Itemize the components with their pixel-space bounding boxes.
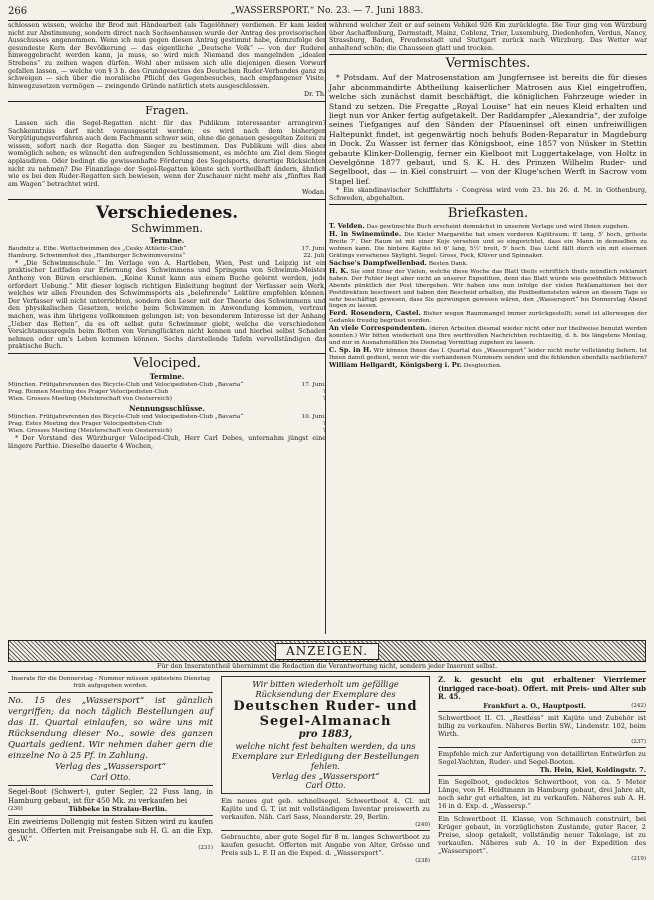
list-item [8,396,326,403]
article-continuation-right: während welcher Zeit er auf seinem Vehikel 926 Km zurücklegte. Die Tour ging von Würzburg über Aschaffenburg, Darmstadt, Mainz, Coblenz, Trier, Luxemburg, Diedenhofen, Verdun, Nancy, Strassburg, Baden, Freudenstadt und Stuttgart zurück nach Würzburg. Das Wetter war anhaltend schön; die Chausseen glatt und trocken. [329,21,647,52]
entry-date: 17. Juni. [301,382,326,388]
ad-segelboot-gedeckt-text: Ein Segelboot, gedecktes Schwertboot, von ca. 5 Meter Länge, von H. Heidtmann in Hamburg gebaut, drei Jahre alt, noch sehr gut erhalten, ist zu verkaufen. Näheres sub A. H. 16 in d. Exp. d. „Wassersp.“ [438,778,646,813]
divider [329,54,647,55]
ad-segelboot-signature: Tübbeke in Stralau-Berlin. [68,805,168,814]
list-item [329,310,647,325]
ad-entwuerfe-text: Empfehle mich zur Anfertigung von detaillirten Entwürfen zu Segel-Yachten, Ruder- und Segel-Booten. [438,749,646,766]
divider [329,204,647,205]
ad-schwertboot-klasse-text: Ein Schwertboot II. Klasse, von Schmauch construirt, bei Krüger gebaut, in vorzüglichsten Zustande, guter Racer, 2 Preise, sloop getakelt, vollständig neuer Takelage, ist zu verkaufen. Näheres sub A. 10 in der Expedition des „Wassersport“. [438,814,646,855]
list-item [329,325,647,347]
ad-number: (237) [438,738,646,748]
correspondent-name: An viele Correspondenten. [329,324,428,333]
ad-dollengig-text: Ein zweiriems Dollengig mit festen Sitzen wird zu kaufen gesucht. Offerten mit Preisangabe sub H. G. an die Exp. d. „W.“ [8,818,213,844]
ad-almanach-text: welche nicht fest behalten werden, da uns Exemplare zur Erledigung der Bestellungen fehlen. [231,741,420,771]
reply-text: Sie sind Einer der Vielen, welche diese Woche das Blatt theils schriftlich theils mündlich reklamirt haben. Der Fehler liegt aber nicht an unserer Expedition, denn das Blatt wurde wie gewöhnlich Mittwoch Abends pünktlich der Post übergeben. Wir haben uns nun infolge der vielen Reklamationen bei der Postdirektion beschwert und haben den Bescheid erhalten, die Postbediensteten wären an diesem Tage so sehr beschäftigt gewesen, dass Sie gezwungen gewesen wären, den „Wassersport“ bis Donnerstag Abend liegen zu lassen. [329,268,647,310]
ads-column-1 [8,676,213,852]
entry-date: 10. Juni. [301,414,326,420]
reply-text: (deren Arbeiten diesmal wieder nicht oder nur theilweise benutzt werden konnten.) Wir bitten wiederholt uns Ihre werthvollen Nachrichten rechtzeitig, d. h. bis längstens Montag, und nur in Ausnahmsfällen bis Dienstag Vormittag zugehen zu lassen. [329,326,647,346]
section-heading-briefkasten: Briefkasten. [447,206,529,222]
right-column [329,22,647,370]
entry-text: Prag. Rennen Meeting des Prager Velocipedisten-Club [8,389,169,395]
section-heading-fragen: Fragen. [145,103,189,117]
correspondent-name: H. in Swinemünde. [329,230,402,239]
list-item [8,382,326,389]
correspondent-name: Sachse's Dampfwellenbad. [329,258,427,267]
ad-number: (231) [198,844,213,851]
ad-almanach-signature-2: Carl Otto. [305,781,346,790]
entry-text: München. Frühjahrsrennen des Bicycle-Club und Velocipedisten-Club „Bavaria“ [8,382,244,388]
anzeigen-banner [8,640,646,662]
ad-number: (230) [8,806,23,813]
schwimmen-termine-list [8,246,326,260]
ad-number: (240) [221,821,430,831]
reply-text: Wir können Ihnen das I. Quartal des „Wassersport“ leider nicht mehr vollständig liefern. Ist Ihnen damit gedient, wenn wir die vorhandenen Nummern senden und die fehlenden ebenfalls nachliefern? [329,347,647,361]
list-item [8,421,326,428]
section-heading-verschiedenes: Verschiedenes. [95,202,239,223]
list-item [329,231,647,260]
vermischtes-text: * Potsdam. Auf der Matrosenstation am Jungfernsee ist bereits die für dieses Jahr abcommandirte Abtheilung kaiserlicher Matrosen aus Kiel eingetroffen, welche sich zunächst damit beschäftigt, die königlichen Fahrzeuge wieder in Stand zu setzen. Die Fregatte „Royal Louise“ hat ein neues Kleid erhalten und liegt nun vor Anker fertig aufgetakelt. Der Raddampfer „Alexandria“, der zufolge seines Tiefganges auf den Sänden der Pfaueninsel oft einen unfreiwilligen Haltepunkt findet, ist gegenwärtig noch behufs Boden-Reparatur in Magdeburg in Dock. Zu Wasser ist ferner das Königsboot, eine 1857 von Nüsker in Stettin gebaute Klinker-Dollengig, ferner ein Kielboot mit Luggertakelage, von Holtz in Oevelgönne 1877 gebaut, und S. K. H. des Prinzen Wilhelm Ruder- und Segelboot, das — in Kiel construirt — von der Kluge'schen Werft in Sacrow vom Stapel lief. [329,73,647,186]
reply-text: Besten Dank. [428,260,468,267]
entry-date: ? [322,389,326,395]
fragen-signature: Wodan. [301,188,326,197]
ad-schwertboot-text: Ein neues gut geb. schnellsegel. Schwertboot 4. Cl. mit Kajüte und G. T. ist mit vollständigem Inventar preiswerth zu verkaufen. Näh. Carl Sass, Neanderstr. 29, Berlin. [221,797,430,821]
entry-date: 22. Juli. [303,252,326,259]
subheading-schwimmen: Schwimmen. [131,221,203,235]
list-item [8,389,326,396]
velo-termine-heading: Termine. [149,372,185,381]
ad-number: (219) [631,855,646,862]
ad-entwuerfe-signature: Th. Hein, Kiel, Koldingstr. 7. [438,766,646,776]
anzeigen-title: ANZEIGEN. [275,643,379,660]
velo-termine-list [8,382,326,403]
ad-deadline-note: Inserate für die Donnerstag - Nummer müssen spätestens Dienstag früh aufgegeben werden. [8,676,213,693]
ads-column-3 [438,676,646,863]
ads-column-2 [221,676,430,865]
ad-almanach-intro: Wir bitten wiederholt um gefällige Rücksendung der Exemplare des [252,679,399,699]
ad-segel-gesucht-text: Gebrauchte, aber gute Segel für 8 m. langes Schwertboot zu kaufen gesucht. Offerten mit Angabe von Alter, Grösse und Preis sub L. F. II an die Exped. d. „Wassersport“. [221,833,430,857]
entry-date: ? [322,396,326,402]
ad-vergriffen-signature-2: Carl Otto. [8,773,213,786]
reply-text: Desgleichen. [463,362,502,369]
left-column [8,22,326,451]
ad-vergriffen-signature: Verlag des „Wassersport“ [55,762,166,772]
ad-vierriemer-signature: Frankfurt a. O., Hauptpostl. [483,701,586,710]
correspondent-name: William Hellgardt, Königsberg i. Pr. [329,360,462,369]
section-heading-vermischtes: Vermischtes. [445,56,531,72]
entry-date: ? [322,421,326,427]
list-item [329,268,647,310]
page-number: 266 [8,6,28,17]
fragen-text: Lassen sich die Segel-Regatten nicht für das Publikum interessanter arrangiren? Sachkenntniss darf nicht vorausgesetzt werden; es wird nach dem bisherigen Vergütigungsverfahren auch dem Fachmann schwer sein, ohne die genauen gesegelten Zeiten zu wissen, sofort nach der Regatta den Sieger zu bestimmen. Das Publikum will dies aber womöglich sehen; es wünscht den aufregenden Schlussmoment, es möchte am Ziel dem Sieger applaudiren. Oder bedingt die gewissenhafte Förderung des Segelsports, derartige Rücksichten nicht zu nehmen? Die Finanzlage der Segel-Regatten könnte sich vortheilhaft ändern, ähnlich wie es bei den Ruder-Regatten sich bewiesen, wenn der Zuschauer nicht mehr als „fünftes Rad am Wagen“ betrachtet wird. [8,118,326,188]
entry-text: Wien. Grosses Meeting (Meisterschaft von Oesterreich) [8,396,172,402]
nennung-list [8,414,326,435]
ad-number: (238) [415,858,430,864]
divider [8,353,326,354]
subheading-velociped: Velociped. [133,356,201,371]
page-header [8,6,646,21]
ad-segelboot-text: Segel-Boot (Schwert-), guter Segler, 22 Fuss lang, in Hamburg gebaut, ist für 450 Mk. zu verkaufen bei [8,788,213,805]
ad-restless-text: Schwertboot II. Cl. „Restless“ mit Kajüte und Zubehör ist billig zu verkaufen. Näheres Berlin SW., Lindenstr. 102, beim Wirth. [438,713,646,738]
anzeigen-disclaimer: Für den Inseratentheil übernimmt die Redaction die Verantwortung nicht, sondern jeder Inserent selbst. [8,662,646,672]
correspondent-name: C. Sp. in H. [329,345,372,354]
list-item [329,260,647,268]
entry-text: Prag. Estes Meeting des Prager Velocipedisten-Club [8,421,162,427]
correspondent-name: Ferd. Rosendorn, Castel. [329,309,421,318]
article-signature: Dr. Th. [304,90,326,99]
reply-text: Die Kieler Margarethe hat einen vorderen Kajütraum; 8' lang, 5' hoch, grösste Breite 7'. Der Raum ist mit einer Koje versehen und so eingerichtet, dass ein Mann in demselben zu wohnen kann. Die hintere Kajüte ist 6' lang, 5½' breit, 5' hoch. Das Licht fällt durch ein mit eisernen Grätings versehenes Skylight. Segel: Gross, Fock, Klüver und Spinnaker. [329,232,647,260]
reply-text: Bisher wegen Raummangel immer zurückgestellt; sonst ist allerwegen der Gedanke freudig begrüsst worden. [329,311,647,325]
velociped-text: * Der Vorstand des Würzburger Velociped-Club, Herr Carl Debes, unternahm jüngst eine längere Parthie. Dieselbe dauerte 4 Wochen, [8,434,326,450]
entry-text: Baudnitz a. Elbe. Wettschwimmen des „Cesky Athletic-Club“ [8,245,187,252]
correspondent-name: H. K. [329,266,349,275]
vermischtes-text-2: * Ein skandinavischer Schifffahrts - Congress wird vom 23. bis 26. d. M. in Gothenburg, Schweden, abgehalten. [329,186,647,202]
list-item [329,347,647,362]
entry-date: ? [322,428,326,434]
ad-vergriffen-text: No. 15 des „Wassersport“ ist gänzlich vergriffen; da noch täglich Bestellungen auf das II. Quartal einlaufen, so wäre uns mit Rücksendung dieser No., sowie des ganzen Quartals gedient. Wir nehmen daher gern die einzelne No à 25 Pf. in Zahlung. [8,696,213,761]
page-title: „WASSERSPORT.“ No. 23. — 7. Juni 1883. [230,6,424,16]
entry-date: 17. Juni. [301,245,326,252]
ad-almanach-box [221,676,430,794]
entry-text: Wien. Grosses Meeting (Meisterschaft von Oesterreich) [8,428,172,434]
ad-number: (242) [631,702,646,709]
list-item [8,246,326,253]
reply-text: Das gewünschte Buch erscheint demnächst in unserem Verlage und wird Ihnen zugehen. [366,224,630,231]
entry-text: München. Frühjahrsrennen des Bicycle-Club und Velocipedisten-Club „Bavaria“ [8,414,244,420]
divider [8,101,326,102]
ad-almanach-year: pro 1883, [298,729,353,740]
article-continuation: schlossen wissen, welche ihr Brod mit Händearbeit (als Tagelöhner) verdienen. Er kam leider nicht zur Abstimmung, sondern direct nach Sachsenhausen wurde der Antrag des provisorischen Ausschusses angenommen. Wenn ich nun gegen diesen Antrag gestimmt habe, demzufolge der gesundeste Kern der Bevölkerung — das eigentliche „Deutsche Volk“ — von der Ruderei hinweggebracht werden kann, ja muss, so wird mich Niemand des mangelnden „idealen Strebens“ zu zeihen wagen dürfen. Wohl aber müssen sich alle diejenigen diesen Vorwurf gefallen lassen, — welche von § 3 b. des Grundgesetzes des Deutschen Ruder-Verbandes ganz zu schweigen — sich über die moralische Pflicht des Gegenbesuches, nach empfangener Visite, hinwegzusetzen vermögen — zwingende Gründe natürlich stets ausgeschlossen. [8,21,326,90]
entry-text: Hamburg. Schwimmfest des „Hamburger Schwimmvereins“ [8,252,186,259]
list-item [8,414,326,421]
correspondent-name: T. Velden. [329,222,365,231]
ad-segelboot-footer [8,805,213,816]
list-item [329,362,647,370]
ad-almanach-title: Deutschen Ruder- und Segel-Almanach [233,699,418,729]
briefkasten-list [329,223,647,369]
ad-vierriemer-footer [438,702,646,712]
ad-almanach-signature: Verlag des „Wassersport“ [271,771,380,781]
schwimmen-text: * „Die Schwimmschule.“ Im Verlage von A. Hartleben, Wien, Pest und Leipzig ist ein praktischer Leitfaden zur Erlernung des Schwimmens und Springens von Schwimm-Meister Anthony von Büren erschienen. „Keine Kunst kann aus einem Buche gelernt werden, jede erfordert Uebung.“ Mit dieser logisch richtigen Einleitung beginnt der Verfasser sein Werk, welches wir allen Freunden des Schwimmsports als „belehrende“ Lektüre empfehlen können. Der Verfasser will nicht unterrichten, sondern den Leser mit der Theorie des Schwimmens und den physikalischen Gesetzen, welche beim Schwimmen in Anwendung kommen, vertraut machen, was ihm übrigens vollkommen gelungen ist; von besonderem Interesse ist der Anhang „Ueber das Retten“, da es oft selbst gute Schwimmer giebt, welche die verschiedenen Vorsichtsmassregeln beim Retten von Verunglückten nicht kennen und hierbei selbst Schaden nehmen oder um's Leben kommen können. Sechs darstellende Tafeln vervollständigen das praktische Buch. [8,258,326,351]
termine-heading: Termine. [149,235,185,245]
nennung-heading: Nennungsschlüsse. [129,404,205,413]
ad-vierriemer-text: Z. k. gesucht ein gut erhaltener Vierriemer (inrigged race-boat). Offert. mit Preis- und Alter sub R. 45. [438,675,646,702]
divider [8,199,326,200]
